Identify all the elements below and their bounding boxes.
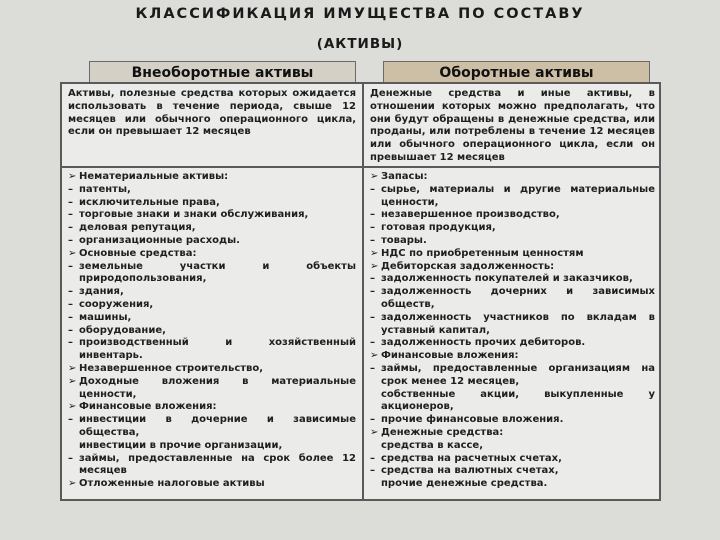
bullet-marker: – xyxy=(68,222,73,234)
bullet-marker: – xyxy=(370,452,375,464)
bullet-marker: – xyxy=(68,286,73,298)
bullet-marker: ➢ xyxy=(370,260,379,272)
list-item: прочие денежные средства. xyxy=(370,478,655,491)
bullet-marker: – xyxy=(68,298,73,310)
page-subtitle: (АКТИВЫ) xyxy=(316,36,404,52)
list-item: – товары. xyxy=(370,234,427,246)
bullet-marker: – xyxy=(68,234,73,246)
bullet-marker xyxy=(370,389,381,415)
bullet-marker: – xyxy=(68,209,73,221)
bullet-marker xyxy=(68,440,79,453)
list-item: инвестиции в прочие организации, xyxy=(68,440,356,453)
bullet-marker: – xyxy=(370,234,375,246)
list-item: ➢ Отложенные налоговые активы xyxy=(68,478,265,490)
list-item: – оборудование, xyxy=(68,324,166,336)
bullet-marker: ➢ xyxy=(68,362,77,374)
list-item: – инвестиции в дочерние и зависимые общества, xyxy=(68,414,356,438)
list-item: собственные акции, выкупленные у акционеров, xyxy=(370,389,655,415)
bullet-marker: ➢ xyxy=(370,247,379,259)
list-item: – незавершенное производство, xyxy=(370,209,560,221)
list-item: ➢ Запасы: xyxy=(370,171,428,182)
bullet-marker: – xyxy=(370,273,375,285)
list-item: – земельные участки и объекты природопользования, xyxy=(68,260,356,285)
list-item: ➢ НДС по приобретенным ценностям xyxy=(370,247,584,259)
bullet-marker: – xyxy=(68,337,73,349)
list-item: ➢ Незавершенное строительство, xyxy=(68,362,264,374)
list-item: – готовая продукция, xyxy=(370,222,496,234)
bullet-marker xyxy=(370,440,381,453)
list-item: – прочие финансовые вложения. xyxy=(370,414,564,426)
header-current-assets: Оборотные активы xyxy=(383,61,650,83)
bullet-marker: – xyxy=(370,286,375,298)
bullet-marker: ➢ xyxy=(370,426,379,438)
list-item: ➢ Дебиторская задолженность: xyxy=(370,260,555,272)
table-divider-horizontal xyxy=(62,166,659,168)
list-item: – торговые знаки и знаки обслуживания, xyxy=(68,209,309,221)
list-item: – сырье, материалы и другие материальные ценности, xyxy=(370,183,655,208)
list-item: – сооружения, xyxy=(68,298,154,310)
bullet-marker: – xyxy=(370,209,375,221)
list-item: – деловая репутация, xyxy=(68,222,196,234)
bullet-marker: – xyxy=(68,324,73,336)
list-item: – организационные расходы. xyxy=(68,234,240,246)
list-item: – задолженность покупателей и заказчиков, xyxy=(370,273,633,285)
header-noncurrent-assets: Внеоборотные активы xyxy=(89,61,356,83)
list-item: – задолженность участников по вкладам в уставный капитал, xyxy=(370,311,655,336)
bullet-marker: – xyxy=(68,414,73,426)
bullet-marker: ➢ xyxy=(68,247,77,259)
bullet-marker: – xyxy=(370,465,375,477)
list-item: – производственный и хозяйственный инвентарь. xyxy=(68,337,356,362)
bullet-marker: ➢ xyxy=(370,171,379,182)
list-item: ➢ Нематериальные активы: xyxy=(68,171,229,182)
classification-table xyxy=(60,82,661,501)
bullet-marker: – xyxy=(370,362,375,374)
list-item: ➢ Финансовые вложения: xyxy=(370,350,519,362)
list-item: средства в кассе, xyxy=(370,440,655,453)
list-item: – исключительные права, xyxy=(68,196,220,208)
bullet-marker: – xyxy=(370,183,375,195)
bullet-marker: – xyxy=(370,311,375,323)
list-item: – займы, предоставленные на срок более 12 месяцев xyxy=(68,452,356,477)
list-item: ➢ Финансовые вложения: xyxy=(68,401,217,413)
bullet-marker: ➢ xyxy=(68,375,77,387)
bullet-marker: ➢ xyxy=(370,350,379,362)
list-item: ➢ Доходные вложения в материальные ценности, xyxy=(68,375,356,400)
list-item: – патенты, xyxy=(68,183,131,195)
list-item: – задолженность прочих дебиторов. xyxy=(370,337,586,349)
list-item: – здания, xyxy=(68,286,124,298)
list-item: – средства на расчетных счетах, xyxy=(370,452,562,464)
bullet-marker: – xyxy=(68,183,73,195)
noncurrent-definition: Активы, полезные средства которых ожидается использовать в течение периода, свыше 12 месяцев или обычного операционного цикла, если он превышает 12 месяцев xyxy=(68,88,356,138)
bullet-marker: – xyxy=(68,196,73,208)
bullet-marker: – xyxy=(370,414,375,426)
list-item: ➢ Основные средства: xyxy=(68,247,197,259)
current-definition: Денежные средства и иные активы, в отношении которых можно предполагать, что они будут обращены в денежные средства, или проданы, или потреблены в течение 12 месяцев или обычного операционного цикла, если он превышает 12 месяцев xyxy=(370,88,655,163)
current-items-list xyxy=(366,171,659,491)
bullet-marker: – xyxy=(68,452,73,464)
bullet-marker xyxy=(370,478,381,491)
list-item: – машины, xyxy=(68,311,132,323)
bullet-marker: ➢ xyxy=(68,171,77,182)
list-item: – займы, предоставленные организациям на срок менее 12 месяцев, xyxy=(370,362,655,387)
list-item: – средства на валютных счетах, xyxy=(370,465,559,477)
list-item: – задолженность дочерних и зависимых обществ, xyxy=(370,286,655,310)
bullet-marker: ➢ xyxy=(68,401,77,413)
bullet-marker: ➢ xyxy=(68,478,77,490)
bullet-marker: – xyxy=(68,311,73,323)
bullet-marker: – xyxy=(68,260,73,272)
bullet-marker: – xyxy=(370,337,375,349)
noncurrent-items-list xyxy=(64,171,360,491)
table-divider-vertical xyxy=(362,84,364,499)
page-title: КЛАССИФИКАЦИЯ ИМУЩЕСТВА ПО СОСТАВУ xyxy=(135,6,585,22)
bullet-marker: – xyxy=(370,222,375,234)
list-item: ➢ Денежные средства: xyxy=(370,426,504,438)
